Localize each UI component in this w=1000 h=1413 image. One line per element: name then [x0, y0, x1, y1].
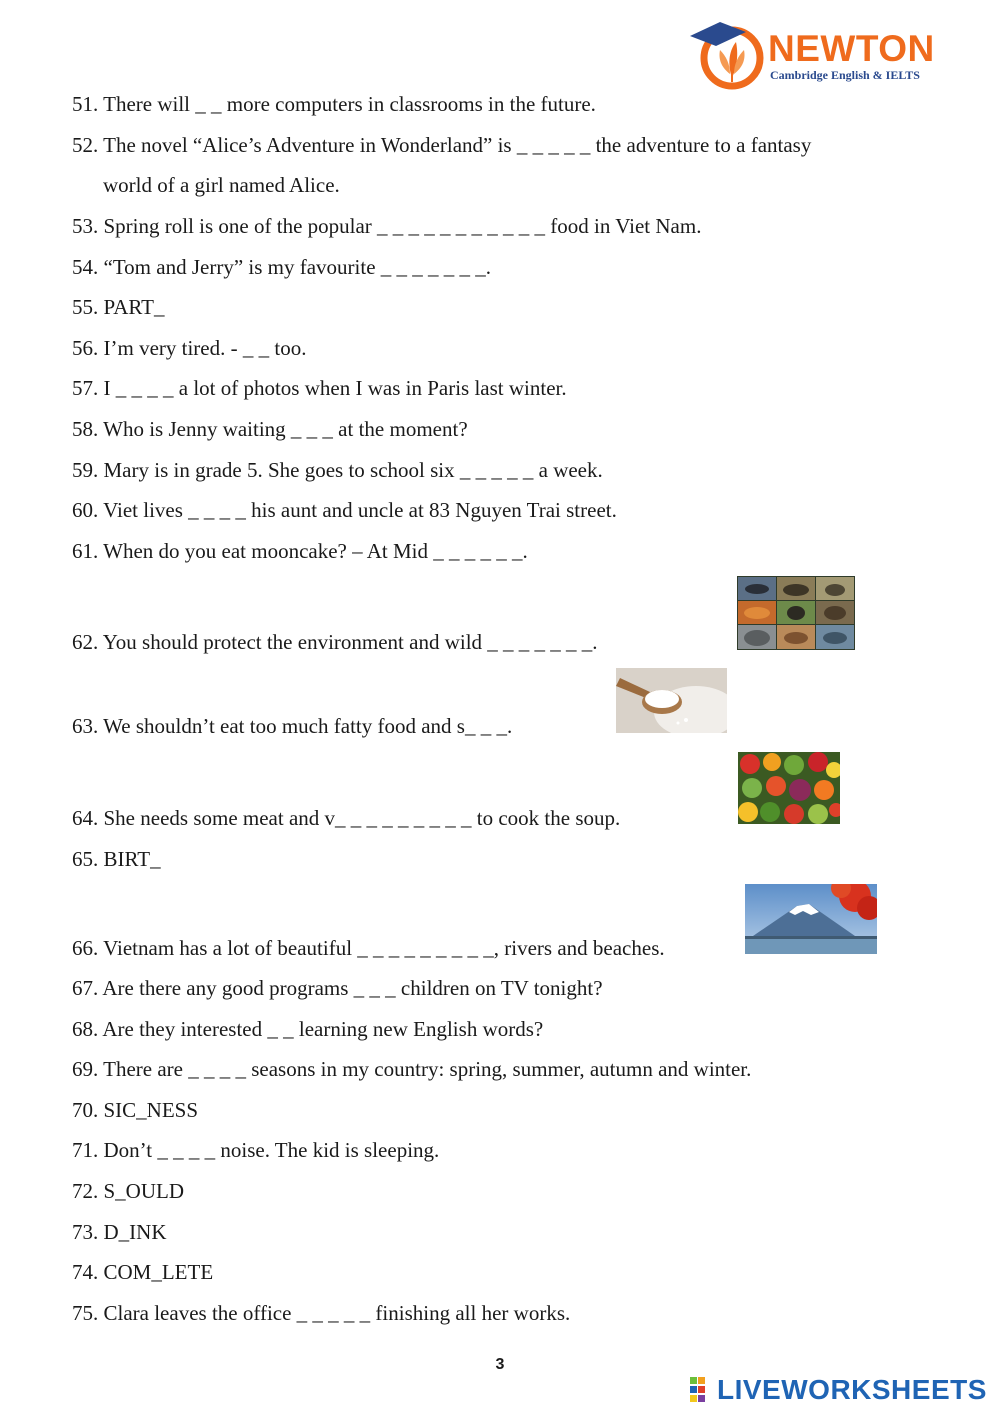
question-69: 69. There are _ _ _ _ seasons in my country: spring, summer, autumn and winter.	[72, 1057, 752, 1081]
question-52	[72, 132, 927, 198]
newton-emblem-icon	[684, 12, 768, 92]
question-54: 54. “Tom and Jerry” is my favourite _ _ _ _ _ _ _.	[72, 255, 492, 279]
question-67: 67. Are there any good programs _ _ _ children on TV tonight?	[72, 976, 603, 1000]
question-72: 72. S_OULD	[72, 1179, 185, 1203]
question-51: 51. There will _ _ more computers in classrooms in the future.	[72, 92, 596, 116]
question-59: 59. Mary is in grade 5. She goes to school six _ _ _ _ _ a week.	[72, 458, 603, 482]
question-52-continuation: world of a girl named Alice.	[103, 173, 340, 197]
page-number: 3	[495, 1356, 505, 1373]
question-64: 64. She needs some meat and v_ _ _ _ _ _ _ _ _ to cook the soup.	[72, 806, 621, 830]
newton-logo	[684, 12, 934, 92]
mountain-landscape-image	[745, 884, 877, 954]
question-74: 74. COM_LETE	[72, 1260, 214, 1284]
question-63: 63. We shouldn’t eat too much fatty food and s_ _ _.	[72, 714, 513, 738]
question-66: 66. Vietnam has a lot of beautiful _ _ _ _ _ _ _ _ _, rivers and beaches.	[72, 936, 665, 960]
question-53: 53. Spring roll is one of the popular _ _ _ _ _ _ _ _ _ _ _ food in Viet Nam.	[72, 214, 702, 238]
question-73: 73. D_INK	[72, 1220, 167, 1244]
liveworksheets-logo-icon	[690, 1377, 714, 1403]
brand-name: NEWTON	[768, 28, 935, 69]
question-68: 68. Are they interested _ _ learning new English words?	[72, 1017, 544, 1041]
question-61: 61. When do you eat mooncake? – At Mid _ _ _ _ _ _.	[72, 539, 528, 563]
question-65: 65. BIRT_	[72, 847, 161, 871]
question-56: 56. I’m very tired. - _ _ too.	[72, 336, 307, 360]
question-55: 55. PART_	[72, 295, 165, 319]
question-58: 58. Who is Jenny waiting _ _ _ at the moment?	[72, 417, 468, 441]
watermark-text: LIVEWORKSHEETS	[717, 1374, 987, 1405]
sugar-spoon-image	[616, 668, 727, 733]
question-70: 70. SIC_NESS	[72, 1098, 199, 1122]
vegetables-image	[738, 752, 840, 824]
question-71: 71. Don’t _ _ _ _ noise. The kid is sleeping.	[72, 1138, 440, 1162]
question-57: 57. I _ _ _ _ a lot of photos when I was in Paris last winter.	[72, 376, 567, 400]
question-62: 62. You should protect the environment and wild _ _ _ _ _ _ _.	[72, 630, 598, 654]
brand-tagline: Cambridge English & IELTS	[770, 68, 920, 82]
question-52-text: 52. The novel “Alice’s Adventure in Wonderland” is _ _ _ _ _ the adventure to a fantasy	[72, 133, 812, 157]
question-75: 75. Clara leaves the office _ _ _ _ _ finishing all her works.	[72, 1301, 571, 1325]
liveworksheets-watermark	[690, 1372, 987, 1408]
question-60: 60. Viet lives _ _ _ _ his aunt and uncle at 83 Nguyen Trai street.	[72, 498, 617, 522]
wildlife-collage-image	[737, 576, 855, 650]
